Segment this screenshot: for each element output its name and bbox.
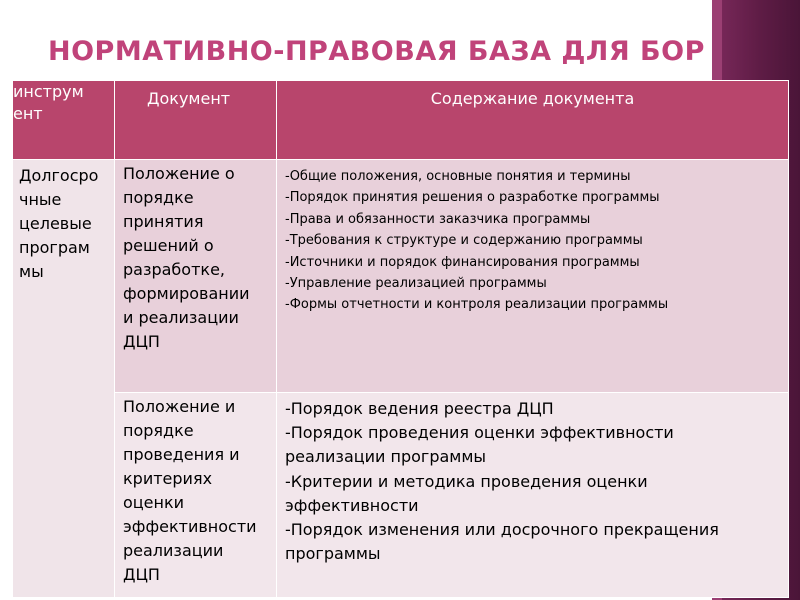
document-line: порядке [123,421,194,440]
header-content: Содержание документа [277,81,789,160]
content-line: -Порядок принятия решения о разработке программы [285,190,660,206]
content-line: -Критерии и методика проведения оценки [285,471,648,491]
content-line: -Управление реализацией программы [285,276,547,292]
document-line: Положение о [123,164,235,183]
document-line: эффективности [123,517,257,536]
instrument-line: Долгосро [19,166,99,185]
document-line: ДЦП [123,565,160,584]
instrument-line: чные [19,190,62,209]
content-line: -Требования к структуре и содержанию программы [285,233,643,249]
document-line: решений о [123,236,214,255]
document-line: Положение и [123,397,236,416]
table-row [13,393,789,598]
instrument-line: целевые [19,214,92,233]
instrument-cell [13,160,115,598]
document-line: и реализации [123,308,239,327]
instrument-line: програм [19,238,90,257]
content-line: -Источники и порядок финансирования программы [285,254,640,270]
content-line: -Формы отчетности и контроля реализации программы [285,297,669,313]
instrument-line: мы [19,262,44,281]
header-instrument-line: ент [13,104,43,123]
header-instrument-line: инструм [13,82,84,101]
content-cell [277,393,789,598]
content-line: -Права и обязанности заказчика программы [285,211,591,227]
document-line: оценки [123,493,185,512]
document-line: реализации [123,541,224,560]
document-line: формировании [123,284,250,303]
content-cell [277,160,789,393]
content-line: реализации программы [285,447,487,467]
document-line: ДЦП [123,332,160,351]
slide-title: НОРМАТИВНО-ПРАВОВАЯ БАЗА ДЛЯ БОР [48,36,705,67]
content-line: -Порядок ведения реестра ДЦП [285,399,554,418]
document-line: разработке, [123,260,225,279]
content-line: эффективности [285,495,419,515]
header-instrument [13,81,115,160]
document-line: порядке [123,188,194,207]
document-cell [115,393,277,598]
document-line: принятия [123,212,204,231]
table-header-row [13,81,789,160]
table-row [13,160,789,393]
content-line: -Порядок проведения оценки эффективности [285,423,674,443]
header-document: Документ [115,81,277,160]
content-line: -Общие положения, основные понятия и термины [285,169,631,184]
document-cell [115,160,277,393]
document-line: проведения и [123,445,240,464]
document-line: критериях [123,469,213,488]
content-line: программы [285,544,381,564]
regulatory-table [12,80,789,598]
content-line: -Порядок изменения или досрочного прекращения [285,520,719,540]
